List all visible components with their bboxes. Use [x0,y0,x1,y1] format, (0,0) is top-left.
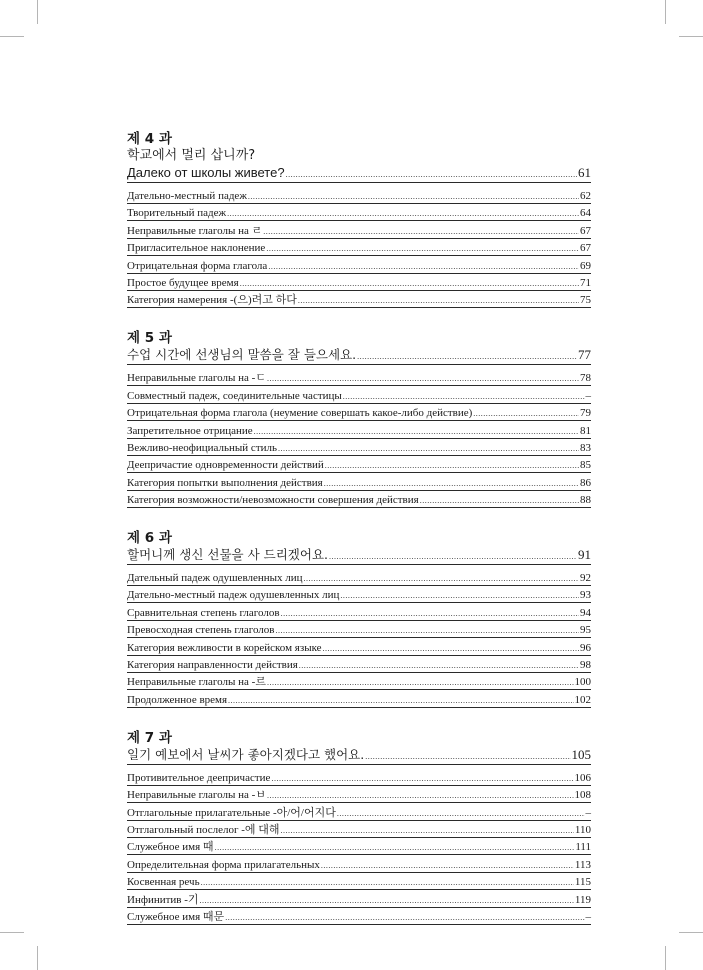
dot-leader [323,644,579,654]
page-number: 77 [578,347,591,363]
toc-entry[interactable] [127,424,591,439]
dot-leader [337,809,585,819]
page-number: 93 [580,589,591,602]
dot-leader [225,913,584,923]
dot-leader [278,444,579,454]
page-number: 64 [580,207,591,220]
page-number: 106 [574,771,591,784]
page-number: 67 [580,242,591,255]
toc-entry[interactable] [127,823,591,838]
toc-entry[interactable] [127,224,591,239]
crop-mark-top-right [665,0,666,24]
entry-text: Дательно-местный падеж [127,190,247,202]
page-number: 79 [580,407,591,420]
dot-leader [276,626,580,636]
toc-entry[interactable] [127,623,591,638]
lesson-5 [127,330,591,508]
toc-entry[interactable] [127,893,591,908]
entry-text: Творительный падеж [127,207,227,220]
page-number: 69 [580,259,591,272]
dot-leader [228,696,573,706]
toc-entry[interactable] [127,389,591,404]
lesson-heading: 제 7 과 [127,729,172,746]
lesson-title-entry[interactable] [127,746,591,765]
page-number: 61 [578,165,591,180]
entry-text: Простое будущее время [127,276,239,289]
entry-text: Категория направленности действия [127,659,298,672]
page-number: 62 [580,190,591,202]
dot-leader [281,826,574,836]
dot-leader [201,878,574,888]
dot-leader [248,192,579,202]
entry-text: Запретительное отрицание [127,424,253,437]
toc-entry[interactable] [127,641,591,656]
dot-leader [357,352,577,362]
dot-leader [263,227,579,237]
page-number: 85 [580,459,591,472]
page-number: – [585,910,591,923]
toc-entry[interactable] [127,259,591,274]
entry-text: Пригласительное наклонение [127,242,266,255]
entry-text: Служебное имя 때문 [127,910,225,923]
toc-entry[interactable] [127,588,591,603]
entry-text: Неправильные глаголы на -ㅂ [127,789,266,802]
toc-entry[interactable] [127,658,591,673]
lesson-title: Далеко от школы живете? [127,165,285,180]
lesson-heading: 제 6 과 [127,530,172,547]
dot-leader [304,574,579,584]
page-number: 115 [574,876,591,889]
entry-text: Отрицательная форма глагола [127,259,268,272]
toc-entry[interactable] [127,771,591,786]
entry-text: Отрицательная форма глагола (неумение совершать какое-либо действие) [127,407,473,420]
entry-text: Превосходная степень глаголов [127,624,275,637]
page-number: – [585,806,591,819]
dot-leader [343,392,585,402]
toc-entry[interactable] [127,276,591,291]
entry-text: Категория возможности/невозможности совершения действия [127,494,419,507]
dot-leader [267,374,579,384]
page-number: 67 [580,224,591,237]
dot-leader [298,296,579,306]
lesson-title-entry[interactable] [127,346,591,365]
entry-text: Категория вежливости в корейском языке [127,641,322,654]
toc-entry[interactable] [127,840,591,855]
entry-text: Категория попытки выполнения действия [127,476,323,489]
dot-leader [266,244,579,254]
crop-mark-bottom-left [37,946,38,970]
page-number: 88 [580,494,591,507]
crop-mark-left-top [0,36,24,37]
entry-text: Отглагольный послелог -에 대해 [127,823,280,836]
entry-text: Служебное имя 때 [127,841,214,854]
toc-entry[interactable] [127,693,591,708]
entry-text: Определительная форма прилагательных [127,858,320,871]
entry-text: Противительное деепричастие [127,771,271,784]
dot-leader [268,262,579,272]
toc-entry[interactable] [127,858,591,873]
toc-entry[interactable] [127,571,591,586]
dot-leader [324,479,579,489]
entry-text: Дательно-местный падеж одушевленных лиц [127,589,340,602]
toc-entry[interactable] [127,788,591,803]
dot-leader [271,774,573,784]
page-number: 98 [580,659,591,672]
page-number: 105 [571,746,591,762]
lesson-heading: 제 4 과 [127,131,172,147]
entry-text: Неправильные глаголы на -르 [127,676,266,689]
lesson-6 [127,530,591,708]
toc-entry[interactable] [127,806,591,821]
page-number: 91 [578,547,591,563]
page-number: 94 [580,606,591,619]
page-number: 102 [574,693,591,706]
entry-text: Отглагольные прилагательные -아/어/어지다 [127,806,336,819]
crop-mark-bottom-right [665,946,666,970]
entry-text: Дательный падеж одушевленных лиц [127,572,303,585]
toc-entry[interactable] [127,189,591,204]
page-number: – [585,389,591,402]
dot-leader [321,861,574,871]
lesson-4 [127,131,591,308]
toc-entry[interactable] [127,476,591,491]
lesson-7 [127,730,591,925]
page-number: 71 [580,276,591,289]
toc-entry[interactable] [127,606,591,621]
dot-leader [215,843,575,853]
dot-leader [200,896,574,906]
toc-entry[interactable] [127,293,591,308]
table-of-contents [127,131,591,947]
page-number: 95 [580,624,591,637]
lesson-title: 할머니께 생신 선물을 사 드리겠어요. [127,547,328,563]
dot-leader [325,461,579,471]
dot-leader [281,609,579,619]
entry-text: Деепричастие одновременности действий [127,459,324,472]
toc-entry[interactable] [127,441,591,456]
crop-mark-right-bottom [679,932,703,933]
dot-leader [473,409,579,419]
page-number: 108 [574,789,591,802]
toc-entry[interactable] [127,206,591,221]
dot-leader [340,591,579,601]
toc-entry[interactable] [127,406,591,421]
toc-entry[interactable] [127,910,591,925]
toc-entry[interactable] [127,241,591,256]
lesson-title-entry[interactable] [127,546,591,565]
dot-leader [227,209,579,219]
entry-text: Неправильные глаголы на ㄹ [127,224,263,237]
toc-entry[interactable] [127,675,591,690]
dot-leader [267,791,574,801]
toc-entry[interactable] [127,493,591,508]
crop-mark-right-top [679,36,703,37]
dot-leader [267,678,574,688]
page-number: 96 [580,641,591,654]
entry-text: Вежливо-неофициальный стиль [127,441,278,454]
lesson-title: 일기 예보에서 날씨가 좋아지겠다고 했어요. [127,746,365,762]
page-number: 75 [580,294,591,307]
page-number: 83 [580,441,591,454]
page-number: 86 [580,476,591,489]
page-number: 110 [574,823,591,836]
page-number: 78 [580,372,591,385]
crop-mark-left-bottom [0,932,24,933]
dot-leader [299,661,579,671]
dot-leader [420,496,579,506]
toc-entry[interactable] [127,875,591,890]
page-number: 113 [574,858,591,871]
dot-leader [286,170,577,180]
page-number: 81 [580,424,591,437]
dot-leader [240,279,579,289]
entry-text: Неправильные глаголы на -ㄷ [127,372,266,385]
page-number: 119 [574,893,591,906]
toc-entry[interactable] [127,371,591,386]
dot-leader [254,427,579,437]
lesson-heading: 제 5 과 [127,330,172,347]
entry-text: Инфинитив -기 [127,893,199,906]
dot-leader [329,552,577,562]
crop-mark-top-left [37,0,38,24]
lesson-subtitle: 학교에서 멀리 삽니까? [127,148,256,163]
entry-text: Сравнительная степень глаголов [127,606,280,619]
page-number: 111 [575,841,591,854]
lesson-title-entry[interactable] [127,164,591,183]
entry-text: Косвенная речь [127,876,200,889]
entry-text: Категория намерения -(으)려고 하다 [127,294,297,307]
page-number: 92 [580,572,591,585]
entry-text: Продолженное время [127,693,228,706]
toc-entry[interactable] [127,458,591,473]
entry-text: Совместный падеж, соединительные частицы [127,389,342,402]
page-number: 100 [574,676,591,689]
lesson-title: 수업 시간에 선생님의 말씀을 잘 들으세요. [127,347,357,363]
dot-leader [365,752,570,762]
